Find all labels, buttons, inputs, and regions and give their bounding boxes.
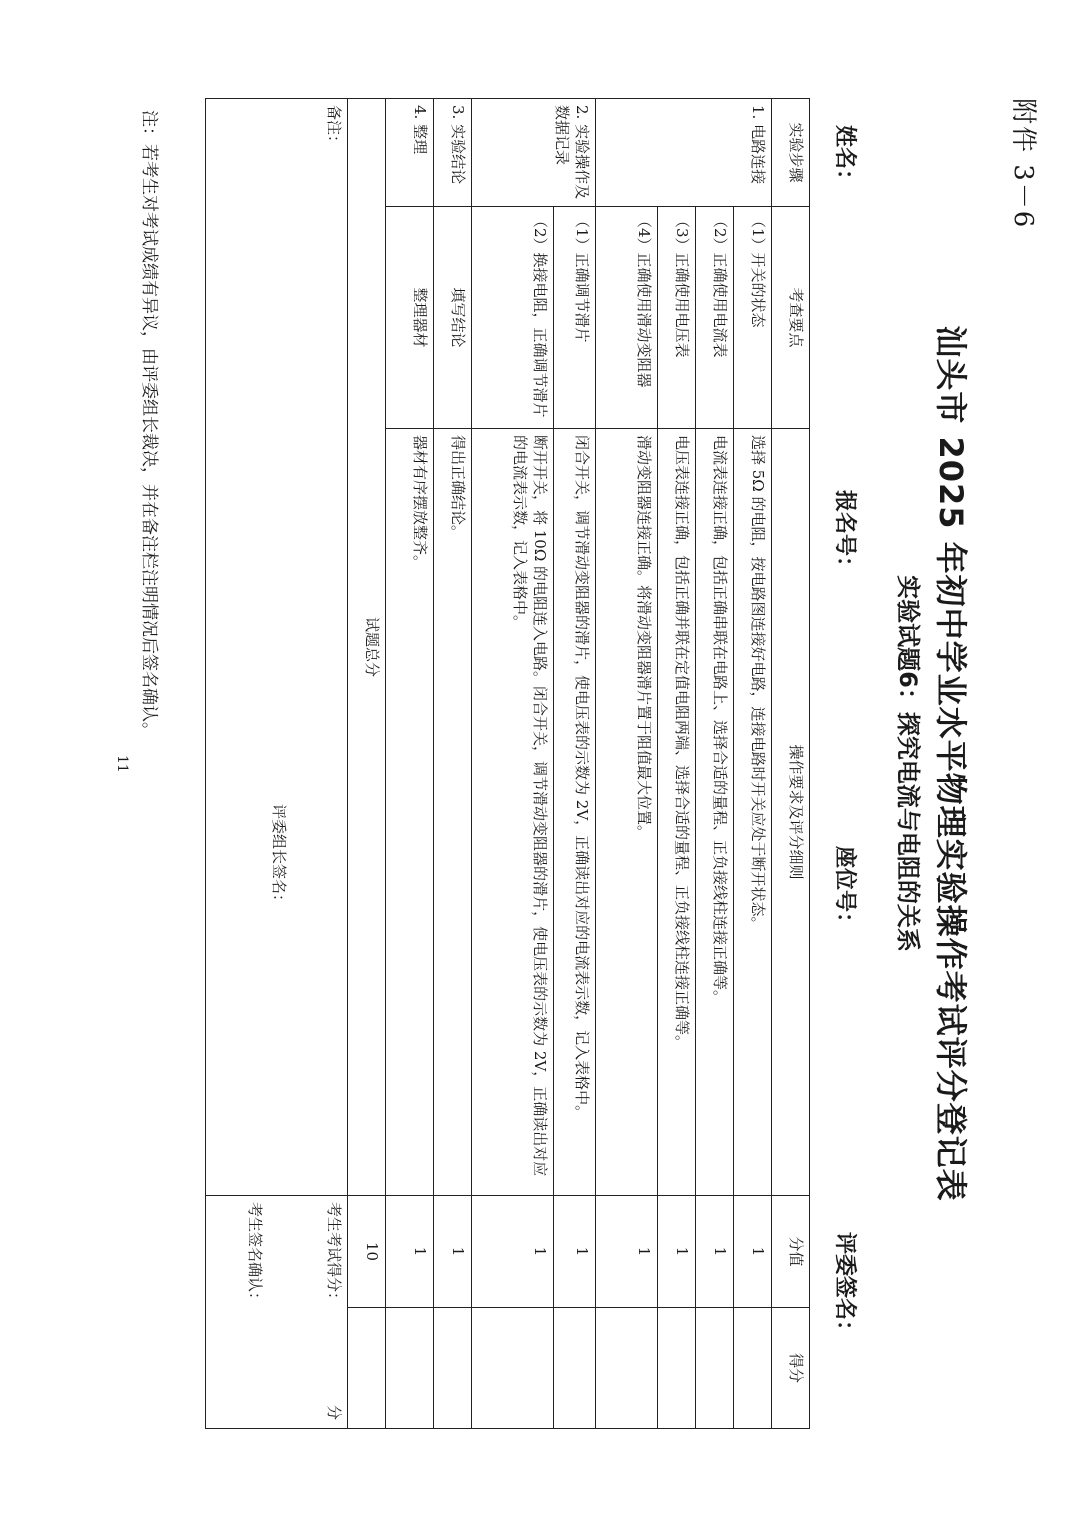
point-cell: 填写结论 — [434, 207, 472, 429]
score-cell[interactable] — [554, 1308, 596, 1429]
header-point: 考查要点 — [772, 207, 810, 429]
exam-score-label: 考生考试得分： — [325, 1202, 343, 1308]
remark-cell[interactable] — [304, 99, 348, 1196]
score-cell[interactable] — [596, 1308, 658, 1429]
total-value: 10 — [348, 1196, 386, 1308]
annex-label: 附件 3－6 — [1008, 98, 1038, 230]
header-requirement: 操作要求及评分细则 — [772, 429, 810, 1196]
point-cell: （1）开关的状态 — [734, 207, 772, 429]
score-cell[interactable] — [386, 1308, 434, 1429]
judge-sign-label: 评委签名： — [832, 1232, 857, 1343]
leader-sign-cell[interactable] — [206, 99, 304, 1196]
score-cell[interactable] — [434, 1308, 472, 1429]
total-label: 试题总分 — [348, 99, 386, 1196]
step-circuit: 1. 电路连接 — [596, 99, 772, 207]
requirement-cell: 闭合开关，调节滑动变阻器的滑片，使电压表的示数为 2V，正确读出对应的电流表示数，记入表格中。 — [554, 429, 596, 1196]
table-row — [554, 99, 596, 1429]
point-cell: （2）正确使用电流表 — [696, 207, 734, 429]
total-row — [348, 99, 386, 1429]
score-cell[interactable] — [734, 1308, 772, 1429]
requirement-cell: 电流表连接正确，包括正确串联在电路上、选择合适的量程、正负接线柱连接正确等。 — [696, 429, 734, 1196]
table-row — [658, 99, 696, 1429]
value-cell: 1 — [658, 1196, 696, 1308]
table-row — [596, 99, 658, 1429]
value-cell: 1 — [472, 1196, 554, 1308]
point-cell: 整理器材 — [386, 207, 434, 429]
student-sign-cell[interactable] — [206, 1196, 304, 1429]
value-cell: 1 — [434, 1196, 472, 1308]
point-cell: （2）换接电阻，正确调节滑片 — [472, 207, 554, 429]
student-sign-label: 考生签名确认： — [245, 1202, 264, 1308]
requirement-cell: 断开开关，将 10Ω 的电阻连入电路。闭合开关，调节滑动变阻器的滑片，使电压表的示数为 2V，正确读出对应的电流表示数，记入表格中。 — [472, 429, 554, 1196]
exam-score-unit: 分 — [325, 1404, 343, 1420]
table-row — [386, 99, 434, 1429]
name-label: 姓名： — [832, 125, 857, 192]
requirement-cell: 滑动变阻器连接正确。将滑动变阻器滑片置于阻值最大位置。 — [596, 429, 658, 1196]
point-cell: （1）正确调节滑片 — [554, 207, 596, 429]
footnote: 注：若考生对考试成绩有异议，由评委组长裁决，并在备注栏注明情况后签名确认。 — [139, 110, 159, 739]
step-tidy: 4. 整理 — [386, 99, 434, 207]
point-cell: （3）正确使用电压表 — [658, 207, 696, 429]
table-row — [696, 99, 734, 1429]
requirement-cell: 得出正确结论。 — [434, 429, 472, 1196]
point-cell: （4）正确使用滑动变阻器 — [596, 207, 658, 429]
exam-score-cell[interactable] — [304, 1196, 348, 1429]
registration-label: 报名号： — [832, 490, 857, 579]
table-row — [734, 99, 772, 1429]
score-cell[interactable] — [658, 1308, 696, 1429]
step-operation: 2. 实验操作及数据记录 — [472, 99, 596, 207]
scoring-table — [205, 98, 810, 1429]
remark-label: 备注： — [325, 105, 343, 151]
total-score[interactable] — [348, 1308, 386, 1429]
value-cell: 1 — [386, 1196, 434, 1308]
value-cell: 1 — [596, 1196, 658, 1308]
score-cell[interactable] — [472, 1308, 554, 1429]
seat-label: 座位号： — [832, 846, 857, 935]
step-conclusion: 3. 实验结论 — [434, 99, 472, 207]
footer-row-1 — [304, 99, 348, 1429]
value-cell: 1 — [734, 1196, 772, 1308]
footer-row-2 — [206, 99, 304, 1429]
requirement-cell: 选择 5Ω 的电阻，按电路图连接好电路，连接电路时开关应处于断开状态。 — [734, 429, 772, 1196]
value-cell: 1 — [696, 1196, 734, 1308]
requirement-cell: 器材有序摆放整齐。 — [386, 429, 434, 1196]
page-number: 11 — [114, 755, 130, 773]
header-score: 得分 — [772, 1308, 810, 1429]
header-step: 实验步骤 — [772, 99, 810, 207]
leader-sign-label: 评委组长签名： — [270, 804, 289, 910]
table-row — [434, 99, 472, 1429]
table-row — [472, 99, 554, 1429]
value-cell: 1 — [554, 1196, 596, 1308]
score-cell[interactable] — [696, 1308, 734, 1429]
requirement-cell: 电压表连接正确，包括正确并联在定值电阻两端、选择合适的量程、正负接线柱连接正确等。 — [658, 429, 696, 1196]
page-subtitle: 实验试题6：探究电流与电阻的关系 — [894, 575, 922, 952]
page-title: 汕头市 2025 年初中学业水平物理实验操作考试评分登记表 — [932, 325, 970, 1202]
header-value: 分值 — [772, 1196, 810, 1308]
header-row — [772, 99, 810, 1429]
